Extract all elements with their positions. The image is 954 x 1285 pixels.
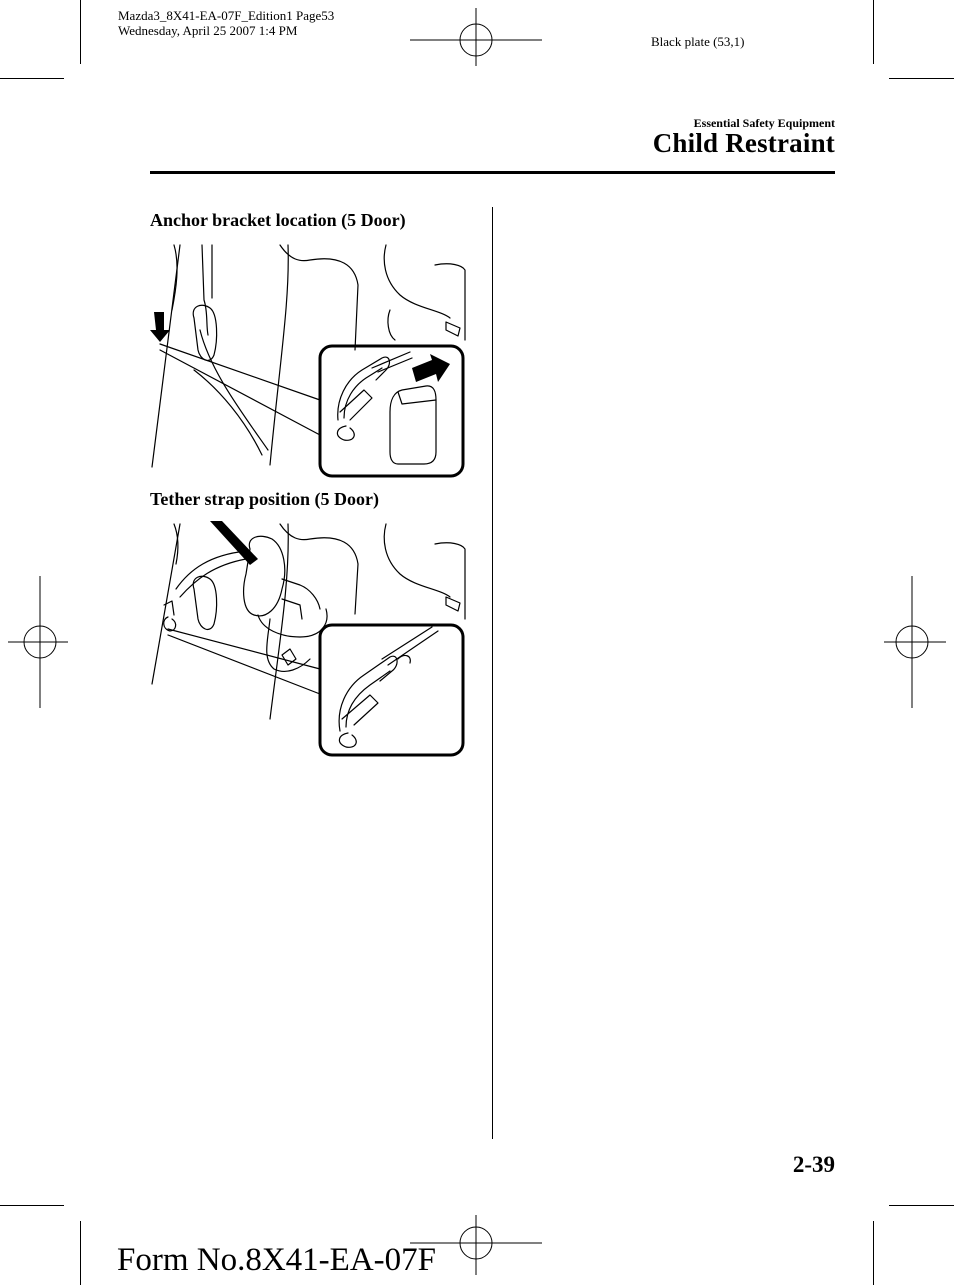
plate-label: Black plate (53,1): [651, 34, 745, 49]
print-info-line: Mazda3_8X41-EA-07F_Edition1 Page53: [118, 8, 335, 23]
crop-mark: [80, 0, 81, 64]
figure-caption: Anchor bracket location (5 Door): [150, 210, 406, 230]
print-info-line: Wednesday, April 25 2007 1:4 PM: [118, 23, 298, 38]
crop-mark: [873, 0, 874, 64]
anchor-bracket-illustration: [150, 240, 468, 480]
title-rule: [150, 171, 835, 174]
crop-mark: [0, 1205, 64, 1206]
crop-mark: [873, 1221, 874, 1285]
registration-mark-icon: [884, 576, 954, 708]
page-number: 2-39: [792, 1152, 835, 1177]
figure-caption: Tether strap position (5 Door): [150, 489, 379, 509]
column-divider: [492, 207, 493, 1139]
crop-mark: [0, 78, 64, 79]
registration-mark-icon: [0, 576, 70, 708]
tether-strap-illustration: [150, 519, 468, 759]
section-label: Essential Safety Equipment: [693, 116, 835, 130]
form-number: Form No.8X41-EA-07F: [117, 1242, 436, 1278]
print-info: [118, 8, 334, 38]
registration-mark-icon: [410, 0, 542, 70]
crop-mark: [889, 1205, 954, 1206]
crop-mark: [889, 78, 954, 79]
page-title: Child Restraint: [652, 128, 835, 158]
crop-mark: [80, 1221, 81, 1285]
